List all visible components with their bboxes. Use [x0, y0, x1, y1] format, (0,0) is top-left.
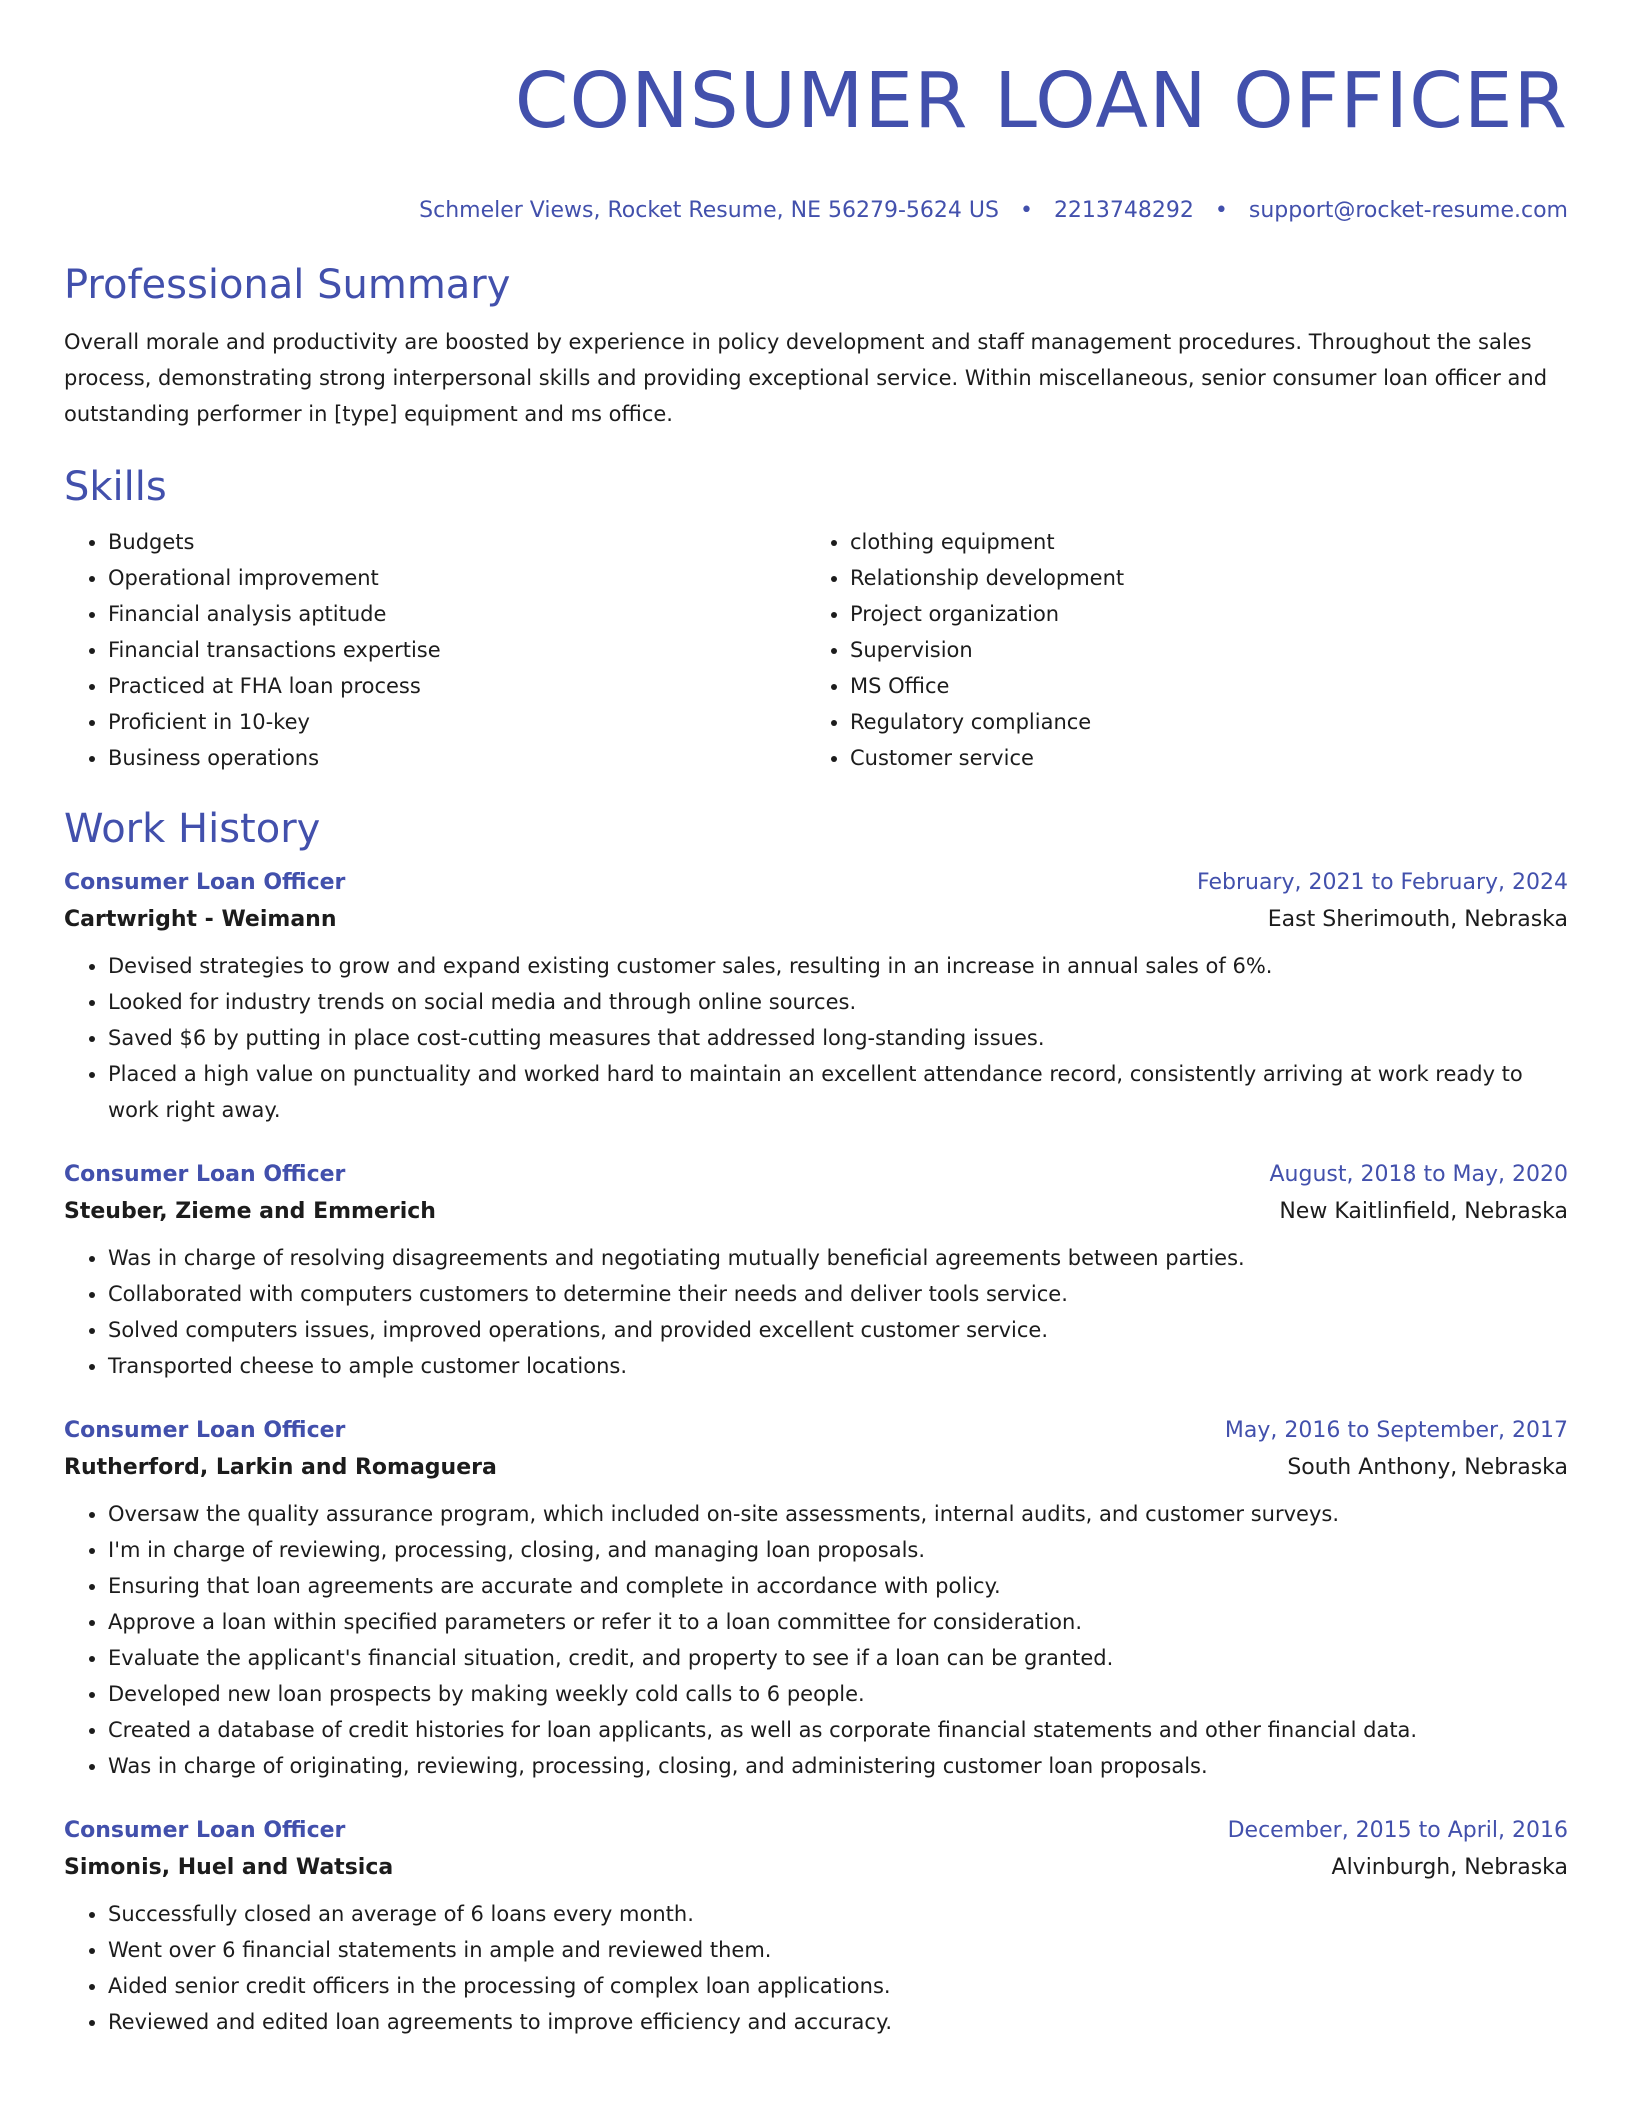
job-dates: February, 2021 to February, 2024 [1197, 870, 1568, 895]
job-bullet: • Was in charge of resolving disagreements and negotiating mutually beneficial agreements between parties. [108, 1240, 1568, 1276]
skill-item: • Financial analysis aptitude [108, 596, 806, 632]
skill-item: • Customer service [850, 740, 1548, 776]
job-bullet: • Transported cheese to ample customer locations. [108, 1348, 1568, 1384]
work-history-heading: Work History [64, 806, 321, 852]
job-header [64, 1814, 1568, 1848]
contact-separator: • [1214, 198, 1228, 223]
job-location: South Anthony, Nebraska [1287, 1455, 1568, 1480]
job-header [64, 1158, 1568, 1192]
job-subheader [64, 900, 1568, 940]
job-bullet: • Solved computers issues, improved operations, and provided excellent customer service. [108, 1312, 1568, 1348]
job-title: Consumer Loan Officer [64, 1418, 346, 1443]
job-location: Alvinburgh, Nebraska [1331, 1855, 1568, 1880]
contact-address: Schmeler Views, Rocket Resume, NE 56279-5624 US [419, 198, 999, 223]
job-dates: May, 2016 to September, 2017 [1224, 1418, 1568, 1443]
job-subheader [64, 1448, 1568, 1488]
skill-item: • Relationship development [850, 560, 1548, 596]
skills-column-right [806, 524, 1548, 776]
job-bullet: • Placed a high value on punctuality and worked hard to maintain an excellent attendance record, consistently arriving at work ready to work right away. [108, 1056, 1568, 1128]
job-bullet: • Reviewed and edited loan agreements to improve efficiency and accuracy. [108, 2004, 1568, 2040]
job-company: Rutherford, Larkin and Romaguera [64, 1455, 497, 1480]
skill-item: • Proficient in 10-key [108, 704, 806, 740]
job-bullets [64, 1896, 1568, 2040]
job-entry [64, 1158, 1568, 1384]
job-dates: December, 2015 to April, 2016 [1227, 1818, 1568, 1843]
skill-item: • Business operations [108, 740, 806, 776]
job-company: Simonis, Huel and Watsica [64, 1855, 394, 1880]
skill-item: • Budgets [108, 524, 806, 560]
skill-item: • MS Office [850, 668, 1548, 704]
job-bullet: • Oversaw the quality assurance program, which included on-site assessments, internal audits, and customer surveys. [108, 1496, 1568, 1532]
job-title: Consumer Loan Officer [64, 870, 346, 895]
skill-item: • Operational improvement [108, 560, 806, 596]
job-bullet: • Saved $6 by putting in place cost-cutting measures that addressed long-standing issues. [108, 1020, 1568, 1056]
job-header [64, 1414, 1568, 1448]
job-location: East Sherimouth, Nebraska [1267, 907, 1568, 932]
job-subheader [64, 1848, 1568, 1888]
job-title: Consumer Loan Officer [64, 1162, 346, 1187]
job-bullet: • Was in charge of originating, reviewing, processing, closing, and administering customer loan proposals. [108, 1748, 1568, 1784]
skills-list [64, 524, 1568, 776]
job-bullet: • Evaluate the applicant's financial situation, credit, and property to see if a loan can be granted. [108, 1640, 1568, 1676]
contact-line [64, 196, 1568, 226]
skill-item: • Financial transactions expertise [108, 632, 806, 668]
job-bullet: • Developed new loan prospects by making weekly cold calls to 6 people. [108, 1676, 1568, 1712]
job-bullets [64, 1496, 1568, 1784]
skill-item: • Supervision [850, 632, 1548, 668]
job-company: Steuber, Zieme and Emmerich [64, 1199, 436, 1224]
job-dates: August, 2018 to May, 2020 [1269, 1162, 1568, 1187]
skill-item: • Practiced at FHA loan process [108, 668, 806, 704]
skills-heading: Skills [64, 464, 167, 510]
job-bullets [64, 1240, 1568, 1384]
skill-item: • Regulatory compliance [850, 704, 1548, 740]
job-bullet: • Aided senior credit officers in the processing of complex loan applications. [108, 1968, 1568, 2004]
summary-text: Overall morale and productivity are boosted by experience in policy development and staff management procedures. Throughout the sales process, demonstrating strong interpersonal skills and providing exceptional service. Within miscellaneous, senior consumer loan officer and outstanding performer in [type] equipment and ms office. [64, 330, 1548, 426]
job-bullet: • Collaborated with computers customers to determine their needs and deliver tools service. [108, 1276, 1568, 1312]
contact-email: support@rocket-resume.com [1248, 198, 1568, 223]
job-bullet: • Approve a loan within specified parameters or refer it to a loan committee for consideration. [108, 1604, 1568, 1640]
job-entry [64, 1414, 1568, 1784]
contact-separator: • [1019, 198, 1033, 223]
job-bullet: • Looked for industry trends on social media and through online sources. [108, 984, 1568, 1020]
skill-item: • clothing equipment [850, 524, 1548, 560]
job-bullet: • Successfully closed an average of 6 loans every month. [108, 1896, 1568, 1932]
job-company: Cartwright - Weimann [64, 907, 337, 932]
job-entry [64, 1814, 1568, 2040]
resume-title: CONSUMER LOAN OFFICER [514, 57, 1568, 146]
job-bullets [64, 948, 1568, 1128]
skills-column-left [64, 524, 806, 776]
job-entry [64, 866, 1568, 1128]
job-header [64, 866, 1568, 900]
job-bullet: • Devised strategies to grow and expand existing customer sales, resulting in an increase in annual sales of 6%. [108, 948, 1568, 984]
job-subheader [64, 1192, 1568, 1232]
job-bullet: • Went over 6 financial statements in ample and reviewed them. [108, 1932, 1568, 1968]
job-bullet: • Ensuring that loan agreements are accurate and complete in accordance with policy. [108, 1568, 1568, 1604]
skill-item: • Project organization [850, 596, 1548, 632]
job-location: New Kaitlinfield, Nebraska [1279, 1199, 1568, 1224]
job-bullet: • Created a database of credit histories for loan applicants, as well as corporate financial statements and other financial data. [108, 1712, 1568, 1748]
summary-heading: Professional Summary [64, 262, 511, 308]
job-title: Consumer Loan Officer [64, 1818, 346, 1843]
job-bullet: • I'm in charge of reviewing, processing, closing, and managing loan proposals. [108, 1532, 1568, 1568]
contact-phone: 2213748292 [1053, 198, 1194, 223]
